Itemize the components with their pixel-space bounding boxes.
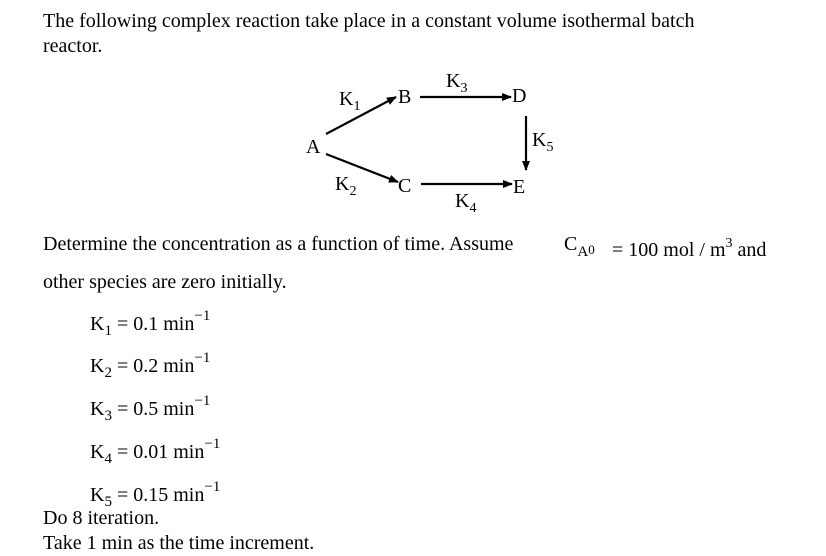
rate-label-k3: $K_3$ bbox=[446, 70, 468, 96]
reaction-diagram bbox=[290, 60, 570, 225]
rate-constant-k2: $K_2 = 0.2$ $\min^{-1}$ bbox=[90, 350, 211, 381]
initial-concentration-value: = 100 mol / $m^3$ and bbox=[612, 236, 767, 261]
time-increment-text: Take 1 min as the time increment. bbox=[43, 532, 315, 554]
rate-constant-k3: $K_3 = 0.5$ $\min^{-1}$ bbox=[90, 393, 211, 424]
rate-constant-k4: $K_4 = 0.01$ $\min^{-1}$ bbox=[90, 436, 221, 467]
rate-label-k4: $K_4$ bbox=[455, 190, 477, 216]
rate-constant-k5: $K_5 = 0.15$ $\min^{-1}$ bbox=[90, 479, 221, 510]
rate-label-k5: $K_5$ bbox=[532, 129, 554, 155]
other-species-text: other species are zero initially. bbox=[43, 271, 287, 293]
intro-line-1: The following complex reaction take place in a constant volume isothermal batch bbox=[43, 10, 695, 32]
intro-line-2: reactor. bbox=[43, 35, 103, 57]
species-a: A bbox=[306, 136, 321, 158]
iterations-text: Do 8 iteration. bbox=[43, 507, 160, 529]
species-e: E bbox=[513, 176, 526, 198]
species-c: C bbox=[398, 175, 412, 197]
species-d: D bbox=[512, 85, 527, 107]
rate-label-k1: $K_1$ bbox=[339, 88, 361, 114]
species-b: B bbox=[398, 86, 412, 108]
determine-text: Determine the concentration as a function of time. Assume bbox=[43, 233, 514, 255]
arrow-a-to-b bbox=[326, 97, 396, 134]
rate-label-k2: $K_2$ bbox=[335, 173, 357, 199]
initial-concentration-symbol: $C_{A0}$ bbox=[564, 233, 595, 260]
rate-constant-k1: $K_1 = 0.1$ $\min^{-1}$ bbox=[90, 308, 211, 339]
